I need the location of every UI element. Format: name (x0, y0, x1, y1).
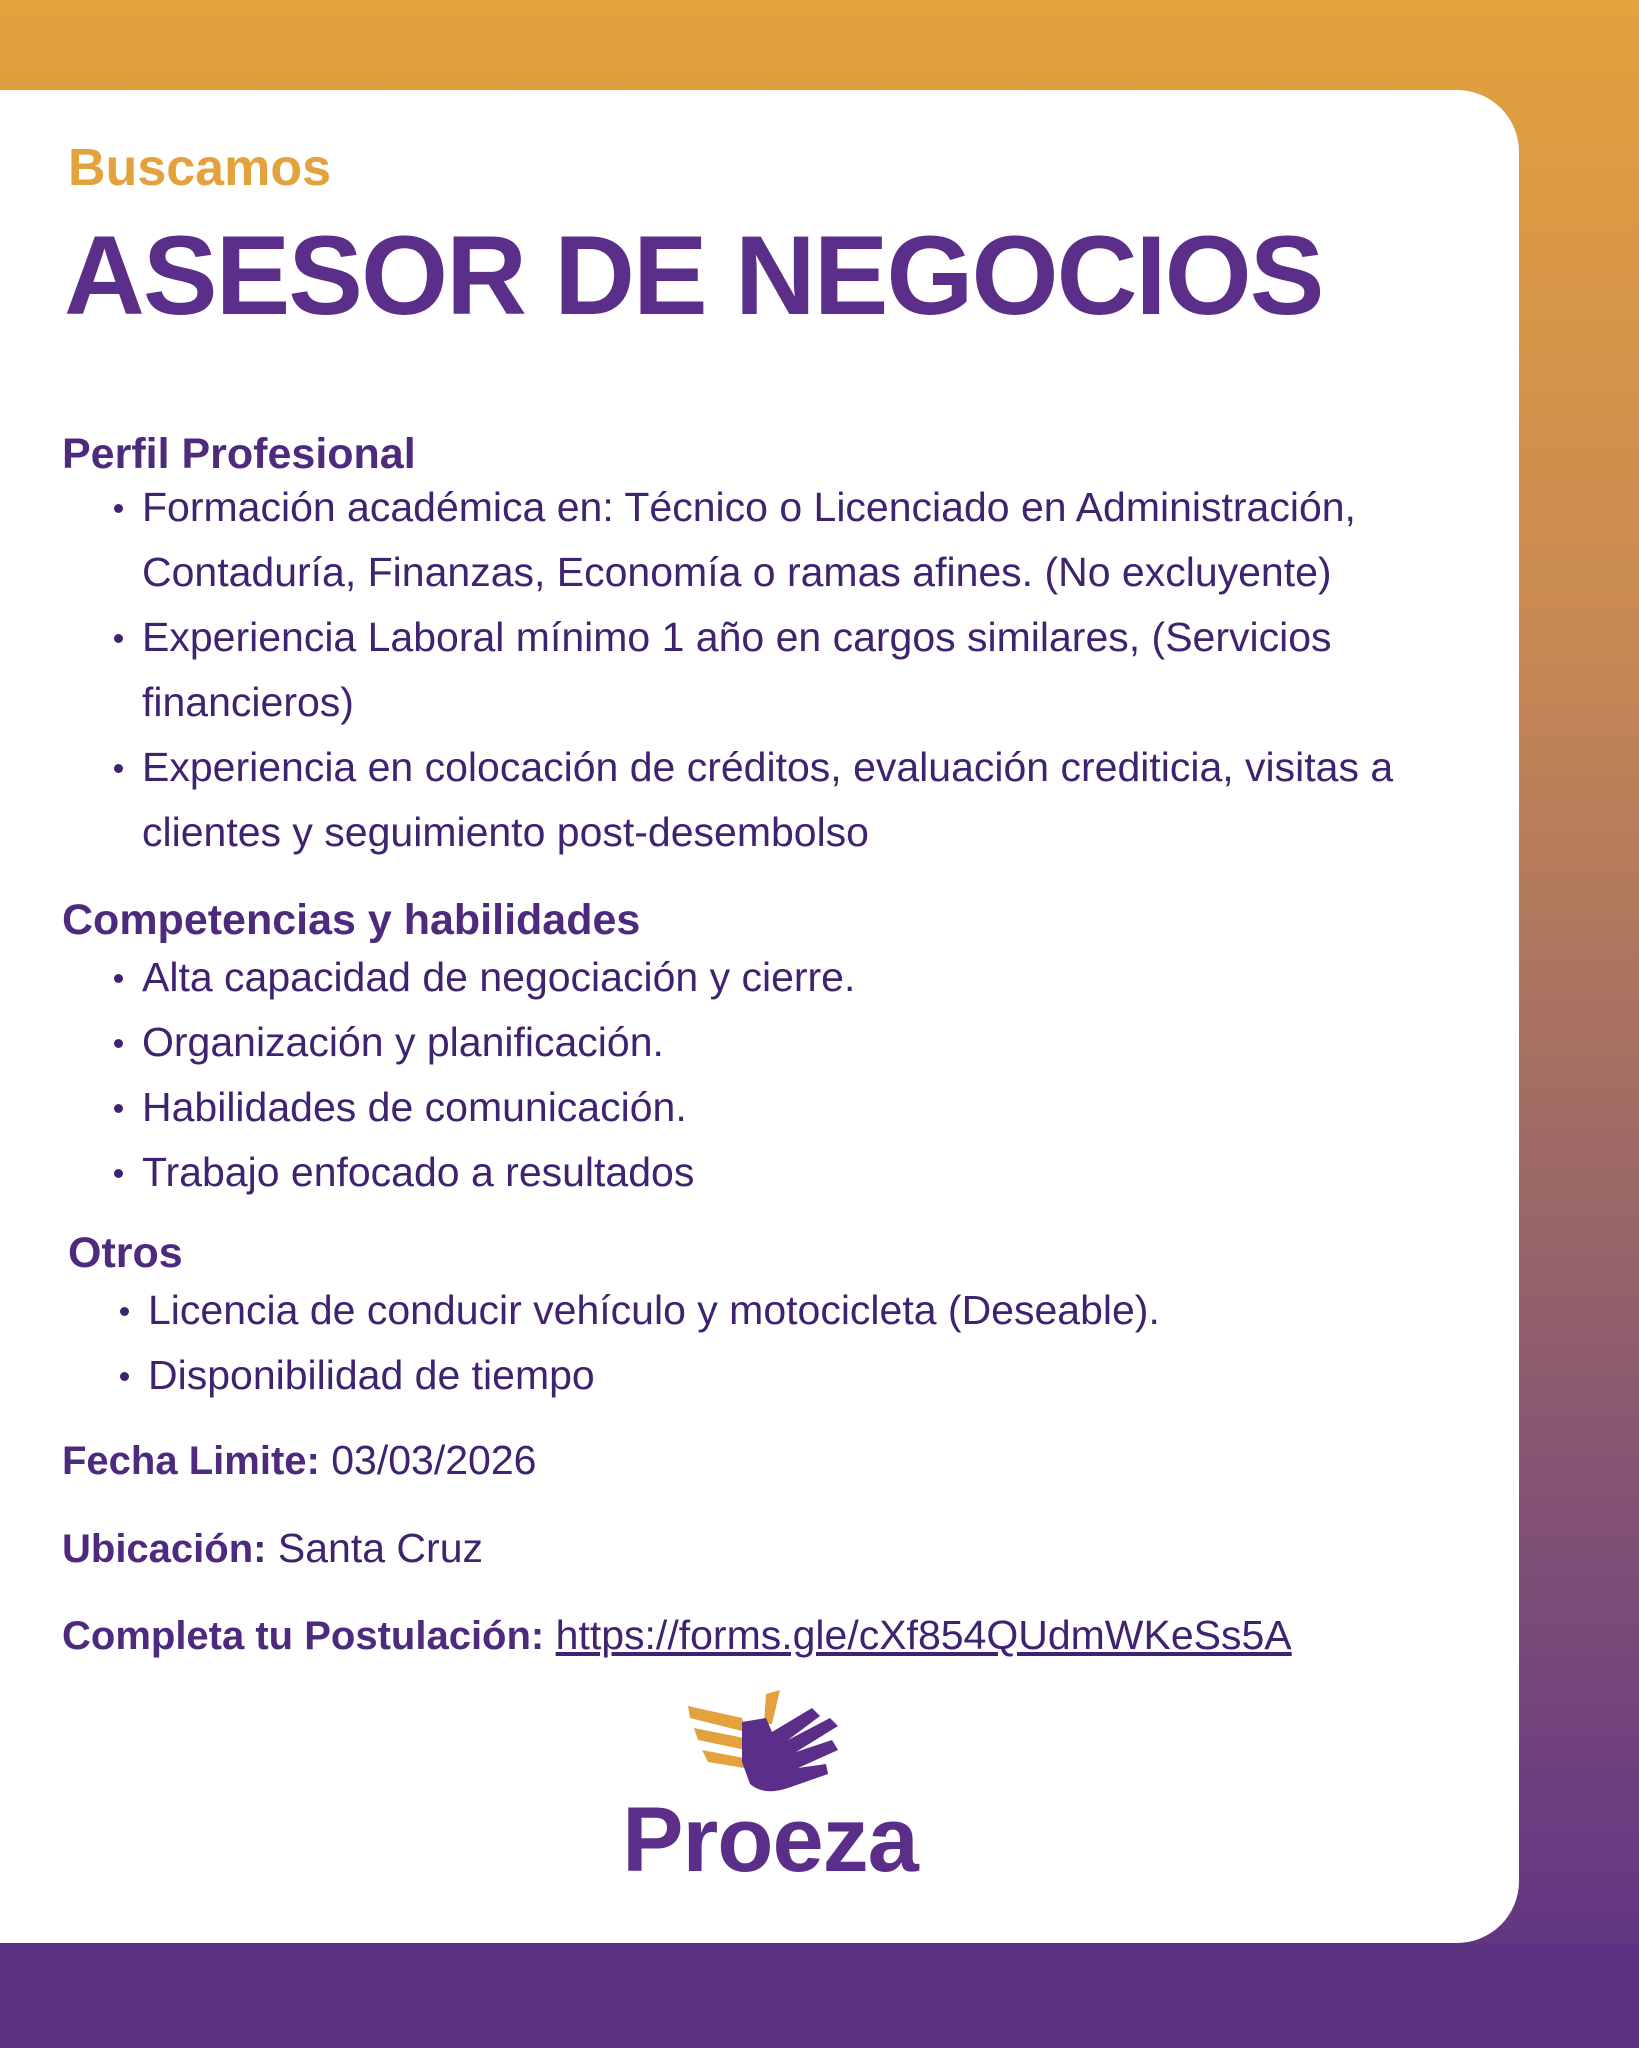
hands-wings-icon (680, 1688, 860, 1800)
list-item: Trabajo enfocado a resultados (108, 1140, 1528, 1205)
apply-row (62, 1607, 1292, 1664)
deadline-row (62, 1432, 536, 1489)
location-row (62, 1520, 483, 1577)
apply-link[interactable]: https://forms.gle/cXf854QUdmWKeSs5A (555, 1612, 1292, 1658)
kicker-text: Buscamos (68, 139, 331, 197)
job-title: ASESOR DE NEGOCIOS (64, 213, 1323, 338)
section-title-otros: Otros (68, 1229, 183, 1277)
list-item: Formación académica en: Técnico o Licenciado en Administración, Contaduría, Finanzas, Economía o ramas afines. (No excluyente) (108, 475, 1528, 605)
list-item: Organización y planificación. (108, 1010, 1528, 1075)
section-title-competencias: Competencias y habilidades (62, 896, 641, 944)
list-item: Alta capacidad de negociación y cierre. (108, 945, 1528, 1010)
apply-label: Completa tu Postulación: (62, 1614, 545, 1658)
logo-wordmark: Proeza (622, 1789, 918, 1891)
section-title-perfil: Perfil Profesional (62, 430, 416, 478)
list-item: Experiencia en colocación de créditos, evaluación crediticia, visitas a clientes y seguimiento post-desembolso (108, 735, 1528, 865)
list-item: Licencia de conducir vehículo y motocicleta (Deseable). (114, 1278, 1514, 1343)
deadline-label: Fecha Limite: (62, 1439, 320, 1483)
list-item: Habilidades de comunicación. (108, 1075, 1528, 1140)
location-value: Santa Cruz (277, 1525, 483, 1571)
location-label: Ubicación: (62, 1527, 267, 1571)
proeza-logo (620, 1688, 920, 1891)
bottom-band (0, 1943, 1639, 2048)
list-perfil (108, 475, 1528, 865)
list-otros (114, 1278, 1514, 1408)
deadline-value: 03/03/2026 (331, 1437, 537, 1483)
list-item: Disponibilidad de tiempo (114, 1343, 1514, 1408)
list-competencias (108, 945, 1528, 1205)
list-item: Experiencia Laboral mínimo 1 año en cargos similares, (Servicios financieros) (108, 605, 1528, 735)
